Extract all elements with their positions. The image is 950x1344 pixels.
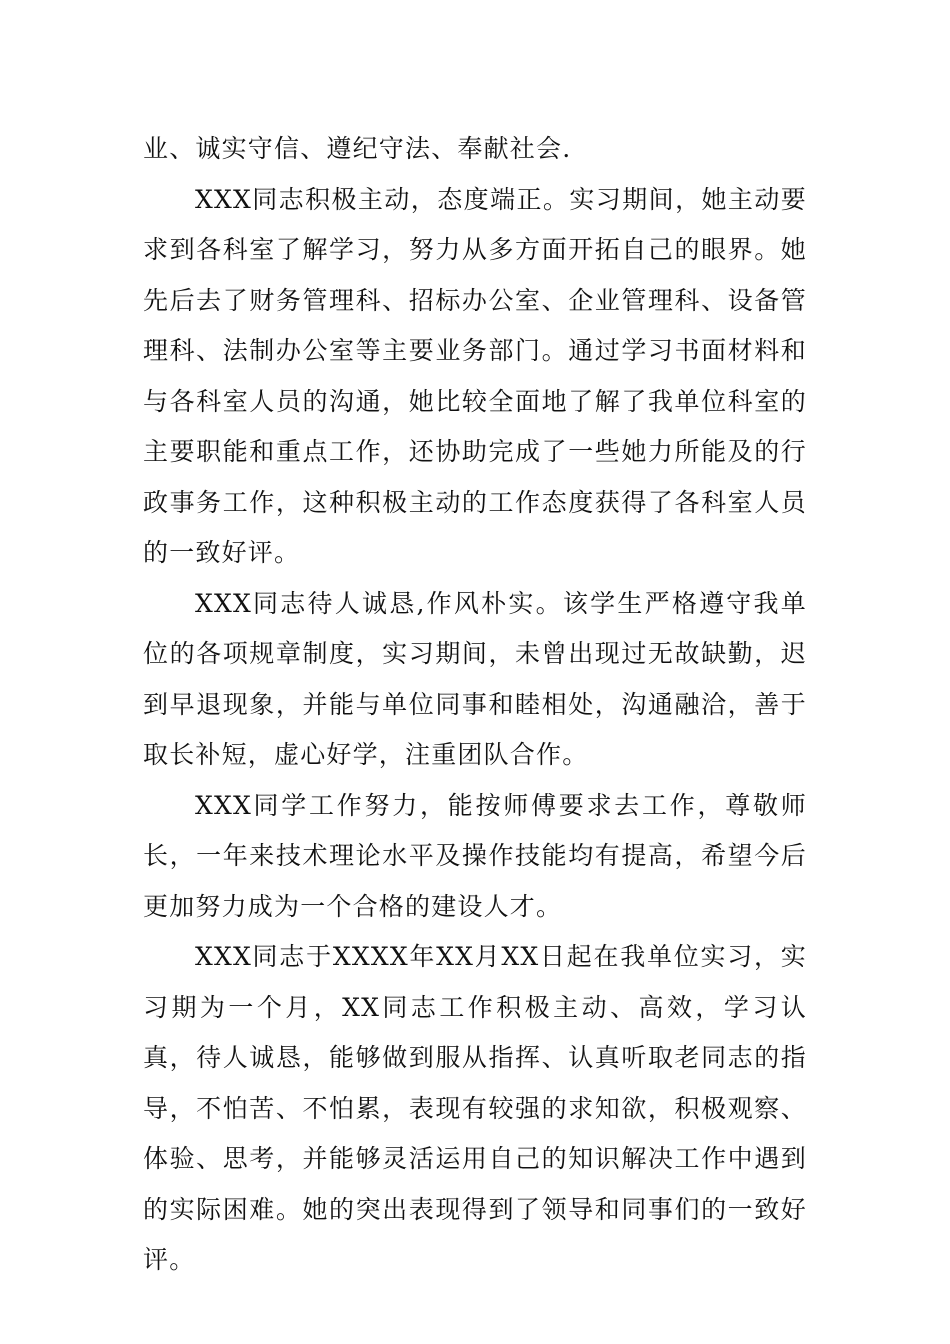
paragraph-attitude: XXX同志待人诚恳,作风朴实。该学生严格遵守我单位的各项规章制度，实习期间，未曾出现过无故缺勤，迟到早退现象，并能与单位同事和睦相处，沟通融洽，善于取长补短，虚心好学，注重团队合作。 — [143, 588, 807, 769]
paragraph-effort: XXX同学工作努力，能按师傅要求去工作，尊敬师长，一年来技术理论水平及操作技能均有提高，希望今后更加努力成为一个合格的建设人才。 — [143, 790, 807, 921]
paragraph-initiative: XXX同志积极主动，态度端正。实习期间，她主动要求到各科室了解学习，努力从多方面开拓自己的眼界。她先后去了财务管理科、招标办公室、企业管理科、设备管理科、法制办公室等主要业务部门。通过学习书面材料和与各科室人员的沟通，她比较全面地了解了我单位科室的主要职能和重点工作，还协助完成了一些她力所能及的行政事务工作，这种积极主动的工作态度获得了各科室人员的一致好评。 — [143, 184, 807, 567]
paragraph-internship-summary: XXX同志于XXXX年XX月XX日起在我单位实习，实习期为一个月，XX同志工作积极主动、高效，学习认真，待人诚恳，能够做到服从指挥、认真听取老同志的指导，不怕苦、不怕累，表现有较强的求知欲，积极观察、体验、思考，并能够灵活运用自己的知识解决工作中遇到的实际困难。她的突出表现得到了领导和同事们的一致好评。 — [143, 942, 807, 1274]
document-body — [143, 124, 807, 1286]
paragraph-continuation: 业、诚实守信、遵纪守法、奉献社会. — [143, 134, 572, 163]
